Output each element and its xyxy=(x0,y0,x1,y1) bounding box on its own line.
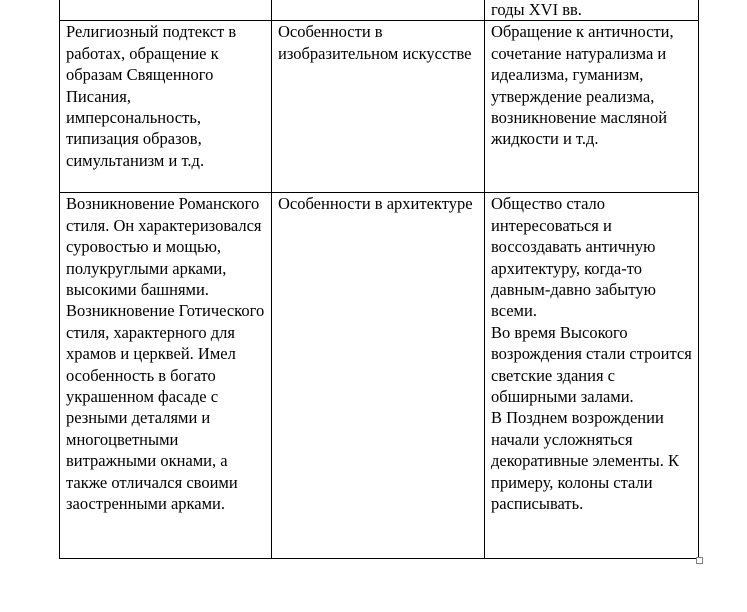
cell-text: Особенности в архитектуре xyxy=(278,194,473,214)
cell-text: Особенности в изобразительном искусстве xyxy=(278,22,472,63)
comparison-table xyxy=(59,0,699,559)
table-cell xyxy=(60,0,272,21)
table-row xyxy=(60,21,699,193)
cell-text: Религиозный подтекст в работах, обращение к образам Священного Писания, имперсональность, типизация образов, симультанизм и т.д. xyxy=(66,22,237,170)
cell-text: Возникновение Готического стиля, характерного для храмов и церквей. Имел особенность в богато украшенном фасаде с резными деталями и многоцветными витражными окнами, а также отличался своими заостренными арками. xyxy=(66,301,265,514)
cell-text: Общество стало интересоваться и воссоздавать античную архитектуру, когда-то давным-давно забытую всеми. xyxy=(491,194,656,321)
cell-text: Во время Высокого возрождения стали строится светские здания с обширными залами. xyxy=(491,322,692,407)
table-cell xyxy=(485,21,699,193)
table-cell xyxy=(272,0,485,21)
cell-text: годы XVI вв. xyxy=(491,0,582,19)
table-cell xyxy=(272,21,485,193)
table-cell xyxy=(272,193,485,559)
table-row xyxy=(60,0,699,21)
cell-text: Обращение к античности, сочетание натурализма и идеализма, гуманизм, утверждение реализма, возникновение масляной жидкости и т.д. xyxy=(491,22,674,149)
table-cell xyxy=(485,193,699,559)
table-cell xyxy=(485,0,699,21)
table-cell xyxy=(60,193,272,559)
table-cell xyxy=(60,21,272,193)
table-row xyxy=(60,193,699,559)
cell-text: Возникновение Романского стиля. Он характеризовался суровостью и мощью, полукруглыми арками, высокими башнями. xyxy=(66,194,262,300)
cell-text: В Позднем возрождении начали усложняться декоративные элементы. К примеру, колоны стали расписывать. xyxy=(491,408,679,514)
table-resize-handle[interactable] xyxy=(696,557,703,564)
